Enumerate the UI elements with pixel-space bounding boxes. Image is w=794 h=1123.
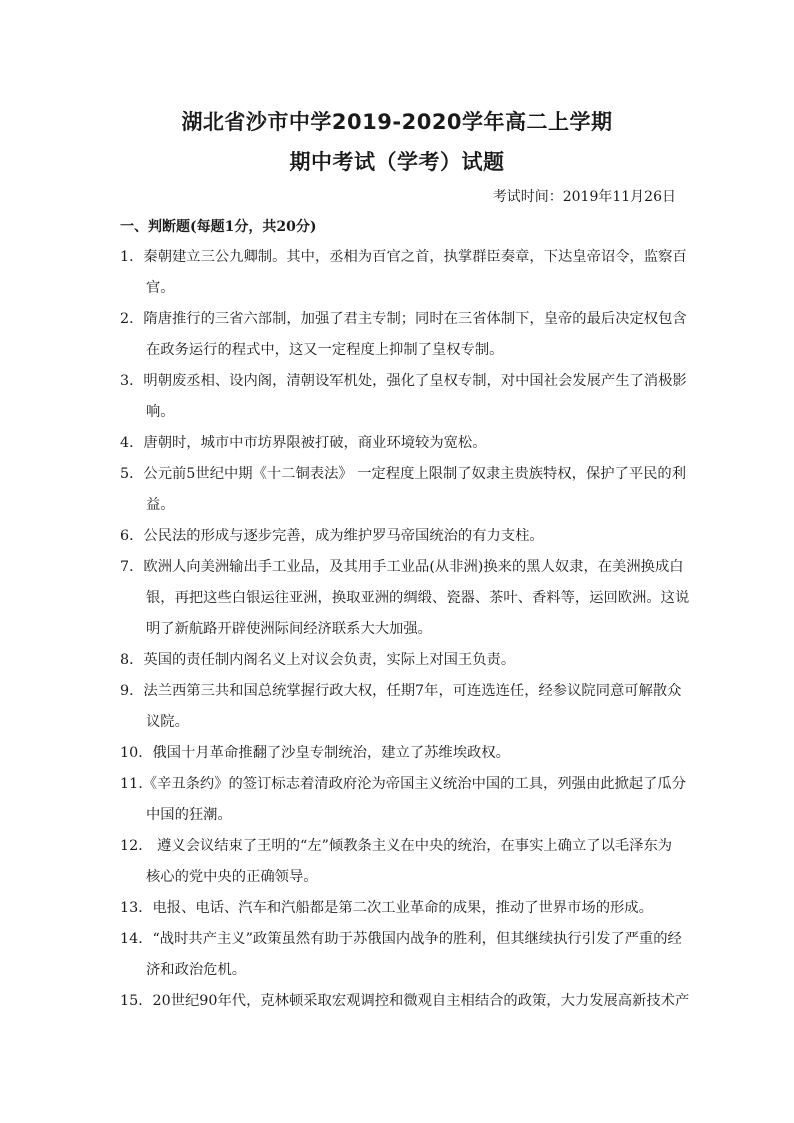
question-12 — [120, 831, 676, 893]
question-text: 明朝废丞相、设内阁，清朝设军机处，强化了皇权专制，对中国社会发展产生了消极影 — [143, 373, 687, 389]
question-text-cont: 核心的党中央的正确领导。 — [146, 869, 318, 885]
question-5 — [120, 459, 687, 521]
question-text: 公民法的形成与逐步完善，成为维护罗马帝国统治的有力支柱。 — [143, 528, 544, 544]
question-9 — [120, 676, 682, 738]
question-text: 唐朝时，城市中市坊界限被打破，商业环境较为宽松。 — [143, 435, 487, 451]
question-text-cont: 中国的狂潮。 — [146, 807, 232, 823]
question-15 — [120, 986, 690, 1017]
question-text-cont: 在政务运行的程式中，这又一定程度上抑制了皇权专制。 — [146, 342, 504, 358]
question-number: 6． — [120, 528, 144, 544]
question-number: 2． — [120, 311, 144, 327]
exam-title-line2: 期中考试（学考）试题 — [289, 150, 505, 174]
question-number: 7． — [120, 559, 144, 575]
question-text: 遵义会议结束了王明的“左”倾教条主义在中央的统治，在事实上确立了以毛泽东为 — [152, 838, 673, 854]
question-text-cont: 益。 — [146, 497, 175, 513]
question-6 — [120, 521, 676, 552]
question-10 — [120, 738, 676, 769]
question-11 — [120, 769, 687, 831]
question-text-cont: 明了新航路开辟使洲际间经济联系大大加强。 — [146, 621, 432, 637]
question-4 — [120, 428, 676, 459]
question-text-cont: 议院。 — [146, 714, 189, 730]
question-text-cont: 济和政治危机。 — [146, 962, 247, 978]
question-1 — [120, 242, 687, 304]
question-3 — [120, 366, 687, 428]
question-number: 9． — [120, 683, 144, 699]
question-number: 5． — [120, 466, 144, 482]
question-number: 8． — [120, 652, 144, 668]
question-13 — [120, 893, 676, 924]
question-number: 15． — [120, 993, 153, 1009]
question-number: 10． — [120, 745, 153, 761]
question-text: 《辛丑条约》的签订标志着清政府沦为帝国主义统治中国的工具，列强由此掀起了瓜分 — [142, 776, 687, 792]
question-text: 秦朝建立三公九卿制。其中，丞相为百官之首，执掌群臣奏章，下达皇帝诏令，监察百 — [143, 249, 687, 265]
question-text: 隋唐推行的三省六部制，加强了君主专制；同时在三省体制下，皇帝的最后决定权包含 — [143, 311, 687, 327]
question-number: 3． — [120, 373, 144, 389]
question-text-cont: 官。 — [146, 280, 175, 296]
question-2 — [120, 304, 687, 366]
question-text: 公元前5世纪中期《十二铜表法》 一定程度上限制了奴隶主贵族特权，保护了平民的利 — [143, 466, 687, 482]
section-heading: 一、判断题(每题1分，共20分) — [120, 219, 317, 235]
question-number: 12． — [120, 838, 153, 854]
question-number: 1． — [120, 249, 144, 265]
question-text: 欧洲人向美洲输出手工业品，及其用手工业品(从非洲)换来的黑人奴隶，在美洲换成白 — [143, 559, 684, 575]
question-text-cont: 银，再把这些白银运往亚洲，换取亚洲的绸缎、瓷器、茶叶、香料等，运回欧洲。这说 — [146, 590, 690, 606]
question-number: 14． — [120, 931, 153, 947]
question-text: 法兰西第三共和国总统掌握行政大权，任期7年，可连选连任，经参议院同意可解散众 — [143, 683, 682, 699]
exam-title-line1: 湖北省沙市中学2019-2020学年高二上学期 — [181, 110, 613, 134]
question-number: 11. — [120, 776, 143, 792]
question-number: 13． — [120, 900, 153, 916]
question-14 — [120, 924, 682, 986]
question-text: “战时共产主义”政策虽然有助于苏俄国内战争的胜利，但其继续执行引发了严重的经 — [152, 931, 682, 947]
question-text: 电报、电话、汽车和汽船都是第二次工业革命的成果，推动了世界市场的形成。 — [152, 900, 653, 916]
question-text: 20世纪90年代，克林顿采取宏观调控和微观自主相结合的政策，大力发展高新技术产 — [152, 993, 690, 1009]
question-text: 俄国十月革命推翻了沙皇专制统治，建立了苏维埃政权。 — [152, 745, 510, 761]
exam-time: 考试时间：2019年11月26日 — [492, 189, 676, 205]
question-number: 4． — [120, 435, 144, 451]
question-text: 英国的责任制内阁名义上对议会负责，实际上对国王负责。 — [143, 652, 516, 668]
question-7 — [120, 552, 690, 645]
question-text-cont: 响。 — [146, 404, 175, 420]
question-8 — [120, 645, 676, 676]
